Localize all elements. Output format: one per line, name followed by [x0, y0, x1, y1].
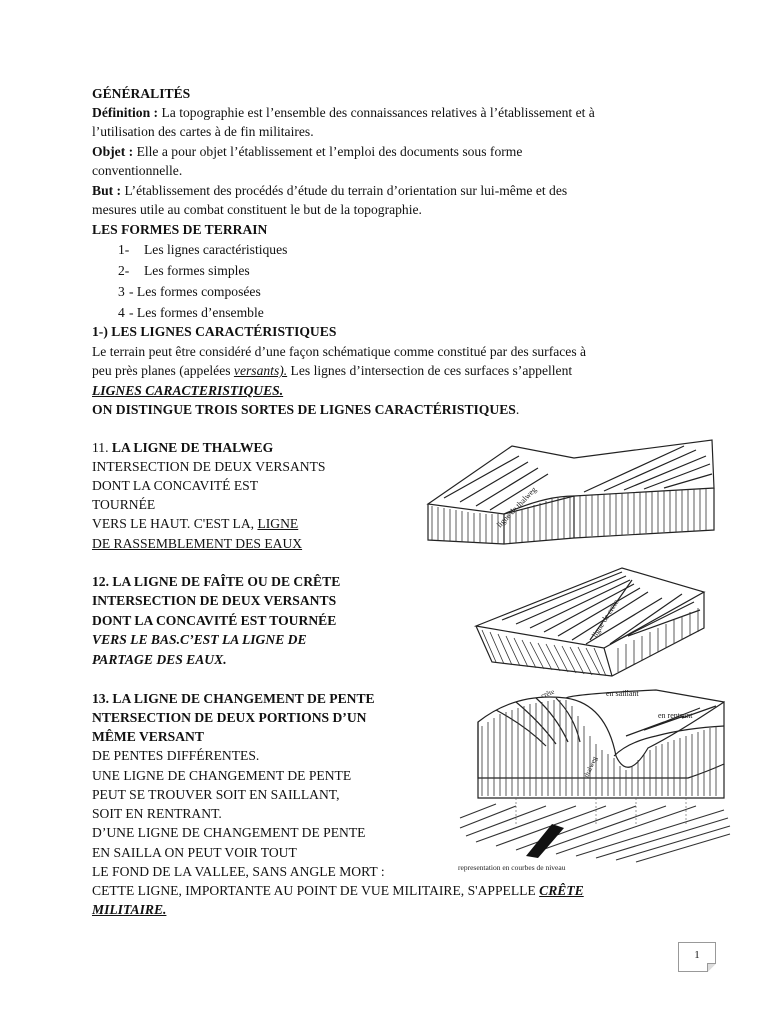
saillant-label: en saillant	[606, 689, 639, 698]
section-1-line-2: peu près planes (appelées versants). Les lignes d’intersection de ces surfaces s’appellent	[92, 363, 573, 378]
s13-line-5: UNE LIGNE DE CHANGEMENT DE PENTE	[92, 768, 352, 783]
objet-line-1	[92, 142, 522, 162]
thalweg-label: thalweg	[582, 755, 599, 779]
s13-line-4: DE PENTES DIFFÉRENTES.	[92, 748, 260, 763]
s12-line-3: DONT LA CONCAVITÉ EST TOURNÉE	[92, 613, 337, 628]
section-1-line-1: Le terrain peut être considéré d’une façon schématique comme constitué par des surfaces à	[92, 344, 587, 359]
definition-line-1	[92, 103, 676, 123]
s13-line-2: NTERSECTION DE DEUX PORTIONS D’UN	[92, 710, 367, 725]
section-1-heading: 1-) LES LIGNES CARACTÉRISTIQUES	[92, 324, 337, 339]
s13-line-11: CETTE LIGNE, IMPORTANTE AU POINT DE VUE MILITAIRE, S'APPELLE CRÊTE	[92, 883, 584, 898]
page-title: GÉNÉRALITÉS	[92, 86, 191, 101]
s11-line-4: VERS LE HAUT. C'EST LA, LIGNE	[92, 516, 299, 531]
rentrant-label: en rentrant	[658, 711, 693, 720]
s13-line-10: LE FOND DE LA VALLEE, SANS ANGLE MORT :	[92, 864, 385, 879]
s13-line-6: PEUT SE TROUVER SOIT EN SAILLANT,	[92, 787, 340, 802]
s13-line-1: 13. LA LIGNE DE CHANGEMENT DE PENTE	[92, 691, 375, 706]
but-label: But :	[92, 183, 122, 198]
section-1-line-4: ON DISTINGUE TROIS SORTES DE LIGNES CARACTÉRISTIQUES.	[92, 402, 520, 417]
s12-line-5: PARTAGE DES EAUX.	[92, 652, 227, 667]
s13-line-3: MÊME VERSANT	[92, 729, 204, 744]
objet-text-1: Elle a pour objet l’établissement et l’emploi des documents sous forme	[136, 144, 523, 159]
objet-line-2: conventionnelle.	[92, 163, 183, 178]
list-item: 2- Les formes simples	[118, 263, 250, 278]
s12-line-1: 12. LA LIGNE DE FAÎTE OU DE CRÊTE	[92, 574, 341, 589]
but-text-1: L’établissement des procédés d’étude du terrain d’orientation sur lui-même et des	[124, 183, 568, 198]
lignes-caracteristiques-term: LIGNES CARACTERISTIQUES.	[92, 383, 284, 398]
s11-line-2: DONT LA CONCAVITÉ EST	[92, 478, 259, 493]
but-line-1	[92, 181, 567, 201]
list-item: 1- Les lignes caractéristiques	[118, 242, 288, 257]
versants-term: versants).	[233, 363, 288, 378]
s12-line-2: INTERSECTION DE DEUX VERSANTS	[92, 593, 337, 608]
page-number: 1	[678, 942, 716, 972]
crete-figure-label: ligne de crête	[590, 597, 621, 640]
but-line-2: mesures utile au combat constituent le but de la topographie.	[92, 202, 422, 217]
changement-pente-figure	[456, 686, 734, 872]
s11-heading: 11. LA LIGNE DE THALWEG	[92, 440, 274, 455]
formes-heading: LES FORMES DE TERRAIN	[92, 222, 268, 237]
s13-line-12: MILITAIRE.	[92, 902, 167, 917]
courbes-caption: representation en courbes de niveau	[458, 863, 566, 872]
list-item: 4 - Les formes d’ensemble	[118, 305, 264, 320]
thalweg-figure-label: ligne de thalweg	[494, 485, 539, 530]
s11-line-5: DE RASSEMBLEMENT DES EAUX	[92, 536, 303, 551]
s13-line-8: D’UNE LIGNE DE CHANGEMENT DE PENTE	[92, 825, 366, 840]
s13-line-9: EN SAILLA ON PEUT VOIR TOUT	[92, 845, 297, 860]
crete-militaire-term: CRÊTE	[539, 883, 584, 898]
definition-line-2: l’utilisation des cartes à de fin militaires.	[92, 124, 314, 139]
s11-line-3: TOURNÉE	[92, 497, 156, 512]
definition-text-1: La topographie est l’ensemble des connaissances relatives à l’établissement et à	[161, 105, 595, 120]
objet-label: Objet :	[92, 144, 134, 159]
definition-label: Définition :	[92, 105, 159, 120]
thalweg-figure	[424, 436, 716, 548]
s13-line-7: SOIT EN RENTRANT.	[92, 806, 222, 821]
crete-label: crête	[539, 687, 556, 700]
s12-line-4: VERS LE BAS.C’EST LA LIGNE DE	[92, 632, 307, 647]
list-item: 3 - Les formes composées	[118, 284, 261, 299]
s11-line-1: INTERSECTION DE DEUX VERSANTS	[92, 459, 326, 474]
crete-figure	[472, 558, 708, 680]
